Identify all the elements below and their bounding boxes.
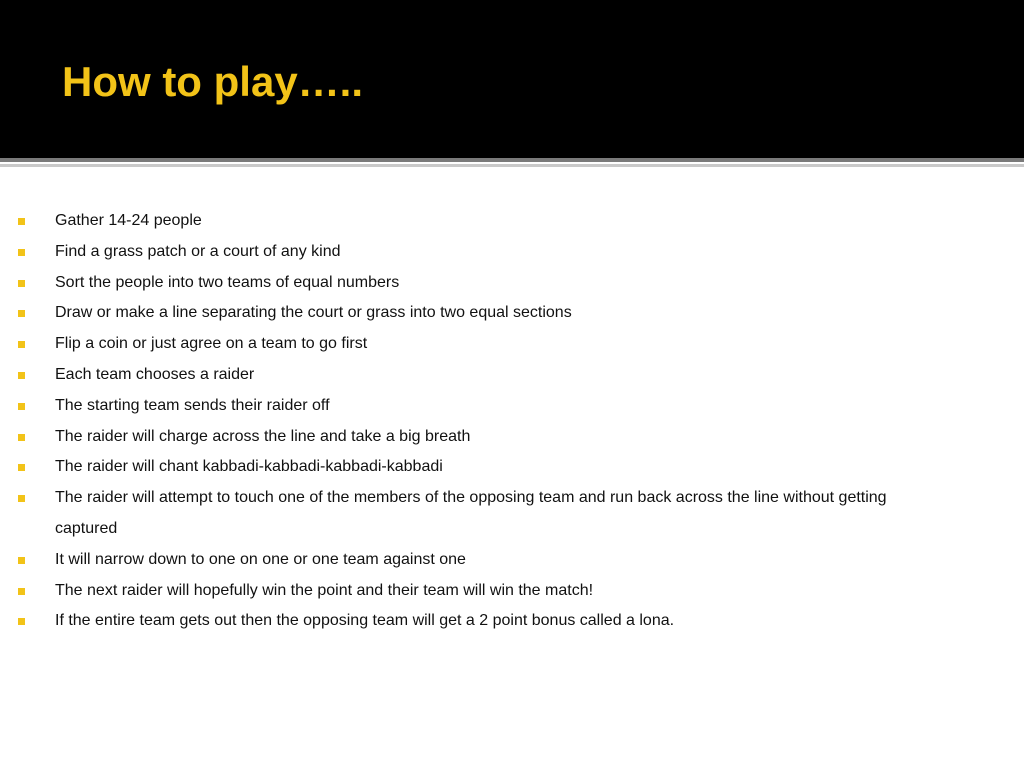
divider-dark [0,158,1024,162]
list-item [18,391,948,422]
list-item [18,545,948,576]
list-item [18,422,948,453]
bullet-list [18,206,948,637]
square-bullet-icon [18,372,25,379]
bullet-text: If the entire team gets out then the opposing team will get a 2 point bonus called a lona. [55,612,675,630]
square-bullet-icon [18,495,25,502]
list-item [18,483,948,545]
square-bullet-icon [18,403,25,410]
bullet-text: The raider will chant kabbadi-kabbadi-kabbadi-kabbadi [55,458,443,476]
square-bullet-icon [18,618,25,625]
square-bullet-icon [18,557,25,564]
square-bullet-icon [18,280,25,287]
list-item [18,268,948,299]
list-item [18,576,948,607]
bullet-text: It will narrow down to one on one or one team against one [55,550,466,568]
bullet-text: Draw or make a line separating the court or grass into two equal sections [55,304,572,322]
square-bullet-icon [18,434,25,441]
square-bullet-icon [18,588,25,595]
bullet-text: The next raider will hopefully win the point and their team will win the match! [55,581,594,599]
title-band [0,0,1024,158]
divider-light [0,164,1024,167]
square-bullet-icon [18,249,25,256]
bullet-text: Each team chooses a raider [55,365,255,383]
list-item [18,360,948,391]
bullet-text: The starting team sends their raider off [55,396,330,414]
list-item [18,237,948,268]
list-item [18,298,948,329]
bullet-text: The raider will attempt to touch one of the members of the opposing team and run back across the line without getting captured [55,489,887,537]
list-item [18,206,948,237]
square-bullet-icon [18,464,25,471]
list-item [18,329,948,360]
bullet-text: The raider will charge across the line and take a big breath [55,427,471,445]
square-bullet-icon [18,310,25,317]
list-item [18,452,948,483]
bullet-text: Flip a coin or just agree on a team to go first [55,335,368,353]
square-bullet-icon [18,341,25,348]
bullet-text: Gather 14-24 people [55,212,202,229]
list-item [18,606,948,637]
slide-title: How to play….. [62,58,364,105]
square-bullet-icon [18,218,25,225]
bullet-text: Sort the people into two teams of equal numbers [55,273,400,291]
bullet-text: Find a grass patch or a court of any kind [55,242,341,260]
